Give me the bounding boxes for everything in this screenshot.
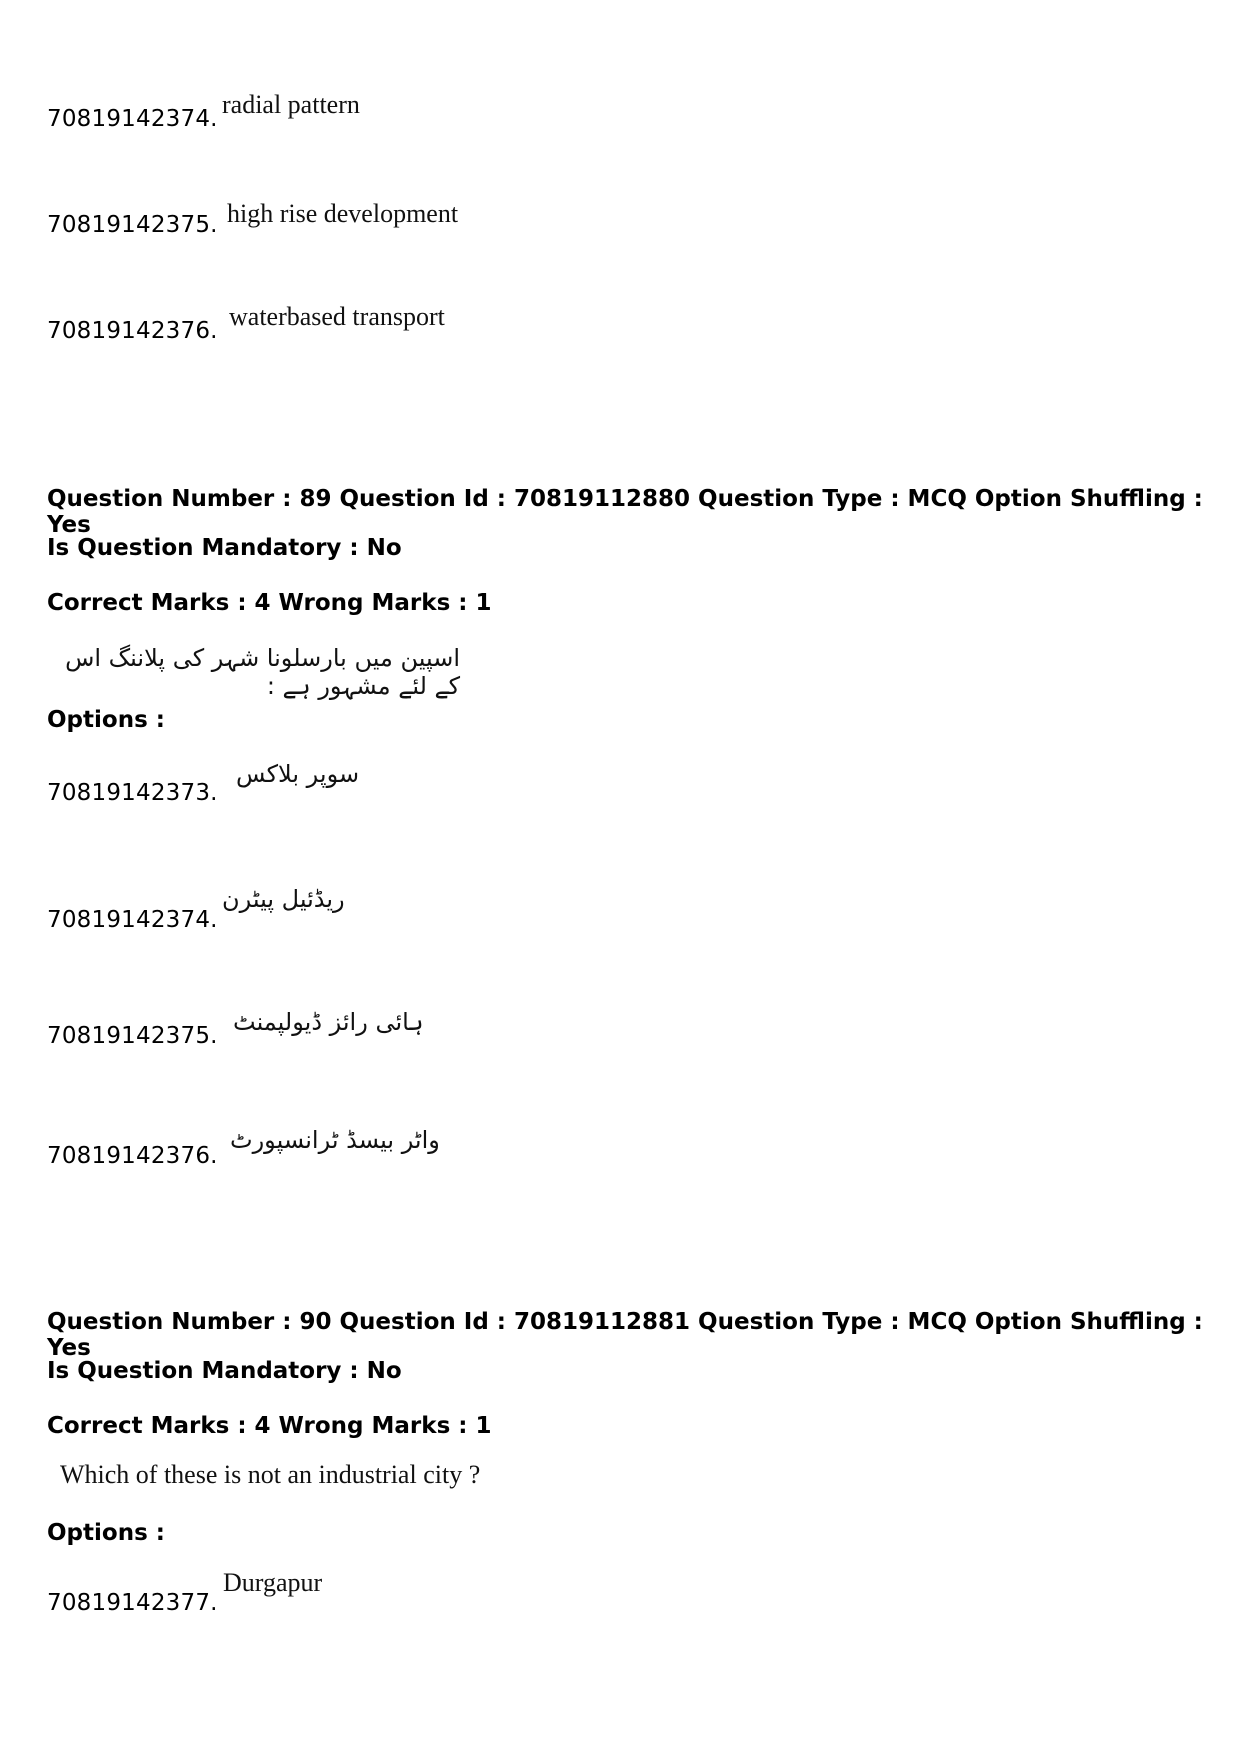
option-id: 70819142376. bbox=[47, 318, 218, 344]
option-text: سوپر بلاکس bbox=[236, 760, 360, 788]
question-header: Question Number : 89 Question Id : 70819112880 Question Type : MCQ Option Shuffling : Yes bbox=[47, 486, 1203, 538]
option-id: 70819142374. bbox=[47, 907, 218, 933]
options-label: Options : bbox=[47, 1520, 165, 1546]
option-id: 70819142375. bbox=[47, 212, 218, 238]
option-id: 70819142374. bbox=[47, 106, 218, 132]
option-text: high rise development bbox=[227, 199, 459, 228]
option-text: ہائی رائز ڈیولپمنٹ bbox=[233, 1008, 424, 1036]
question-marks: Correct Marks : 4 Wrong Marks : 1 bbox=[47, 1413, 492, 1439]
option-text: waterbased transport bbox=[229, 302, 445, 331]
question-text: Which of these is not an industrial city ? bbox=[60, 1460, 481, 1489]
option-id: 70819142376. bbox=[47, 1143, 218, 1169]
question-header: Question Number : 90 Question Id : 70819112881 Question Type : MCQ Option Shuffling : Yes bbox=[47, 1309, 1203, 1361]
question-marks: Correct Marks : 4 Wrong Marks : 1 bbox=[47, 590, 492, 616]
question-text: اسپین میں بارسلونا شہر کی پلاننگ اس کے لئے مشہور ہے : bbox=[65, 644, 460, 700]
option-id: 70819142375. bbox=[47, 1023, 218, 1049]
option-id: 70819142377. bbox=[47, 1590, 218, 1616]
option-text: واٹر بیسڈ ٹرانسپورٹ bbox=[230, 1126, 440, 1154]
question-mandatory: Is Question Mandatory : No bbox=[47, 535, 402, 561]
option-text: radial pattern bbox=[222, 90, 360, 119]
option-id: 70819142373. bbox=[47, 780, 218, 806]
option-text: ریڈئیل پیٹرن bbox=[222, 885, 345, 913]
option-text: Durgapur bbox=[223, 1568, 323, 1597]
question-mandatory: Is Question Mandatory : No bbox=[47, 1358, 402, 1384]
options-label: Options : bbox=[47, 707, 165, 733]
